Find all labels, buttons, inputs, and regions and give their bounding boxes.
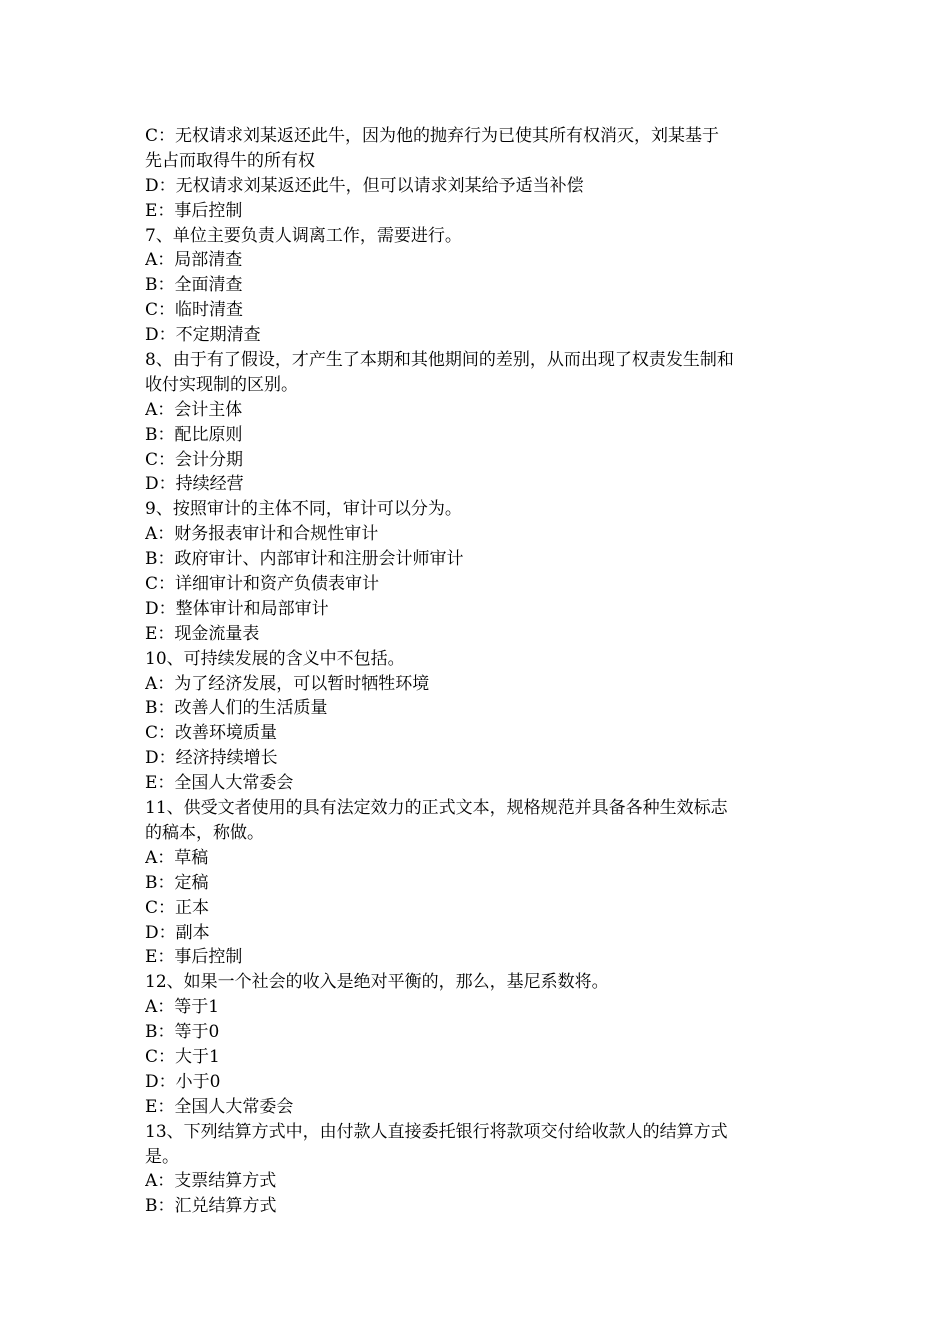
option-line: A：局部清查 [145,250,243,271]
question-13-cont: 是。 [145,1146,179,1167]
option-line: A：会计主体 [145,399,243,420]
option-line: D：小于0 [145,1071,221,1092]
option-line: E：全国人大常委会 [145,1096,294,1117]
option-line: C：临时清查 [145,300,244,321]
option-line: B：全面清查 [145,275,243,296]
option-line: C：正本 [145,897,210,918]
question-12: 12、如果一个社会的收入是绝对平衡的，那么，基尼系数将。 [145,972,609,993]
option-line: B：定稿 [145,872,209,893]
option-line: B：等于0 [145,1022,220,1043]
question-7: 7、单位主要负责人调离工作，需要进行。 [145,225,462,246]
option-line: C：会计分期 [145,449,244,470]
option-line: D：经济持续增长 [145,748,278,769]
option-line: C：详细审计和资产负债表审计 [145,574,380,595]
option-line: A：支票结算方式 [145,1171,277,1192]
document-page [145,124,810,1219]
question-10: 10、可持续发展的含义中不包括。 [145,648,405,669]
option-line: D：整体审计和局部审计 [145,598,329,619]
option-line: A：草稿 [145,847,209,868]
option-line: A：等于1 [145,997,220,1018]
option-line: D：副本 [145,922,210,943]
text-line: D：无权请求刘某返还此牛，但可以请求刘某给予适当补偿 [145,175,584,196]
option-line: D：不定期清查 [145,325,261,346]
option-line: A：财务报表审计和合规性审计 [145,524,379,545]
option-line: E：现金流量表 [145,623,260,644]
option-line: B：政府审计、内部审计和注册会计师审计 [145,549,464,570]
option-line: A：为了经济发展，可以暂时牺牲环境 [145,673,430,694]
option-line: E：全国人大常委会 [145,773,294,794]
text-line: E：事后控制 [145,200,243,221]
option-line: E：事后控制 [145,947,243,968]
question-9: 9、按照审计的主体不同，审计可以分为。 [145,499,462,520]
option-line: B：配比原则 [145,424,243,445]
question-8-cont: 收付实现制的区别。 [145,374,298,395]
text-line: 先占而取得牛的所有权 [145,150,315,171]
question-13: 13、下列结算方式中，由付款人直接委托银行将款项交付给收款人的结算方式 [145,1121,728,1142]
question-11: 11、供受文者使用的具有法定效力的正式文本，规格规范并具备各种生效标志 [145,798,728,819]
option-line: B：改善人们的生活质量 [145,698,328,719]
question-8: 8、由于有了假设，才产生了本期和其他期间的差别，从而出现了权责发生制和 [145,350,734,371]
option-line: D：持续经营 [145,474,244,495]
option-line: B：汇兑结算方式 [145,1196,277,1217]
text-line: C：无权请求刘某返还此牛，因为他的抛弃行为已使其所有权消灭，刘某基于 [145,126,720,146]
question-11-cont: 的稿本，称做。 [145,822,264,843]
option-line: C：改善环境质量 [145,723,278,744]
option-line: C：大于1 [145,1046,220,1067]
